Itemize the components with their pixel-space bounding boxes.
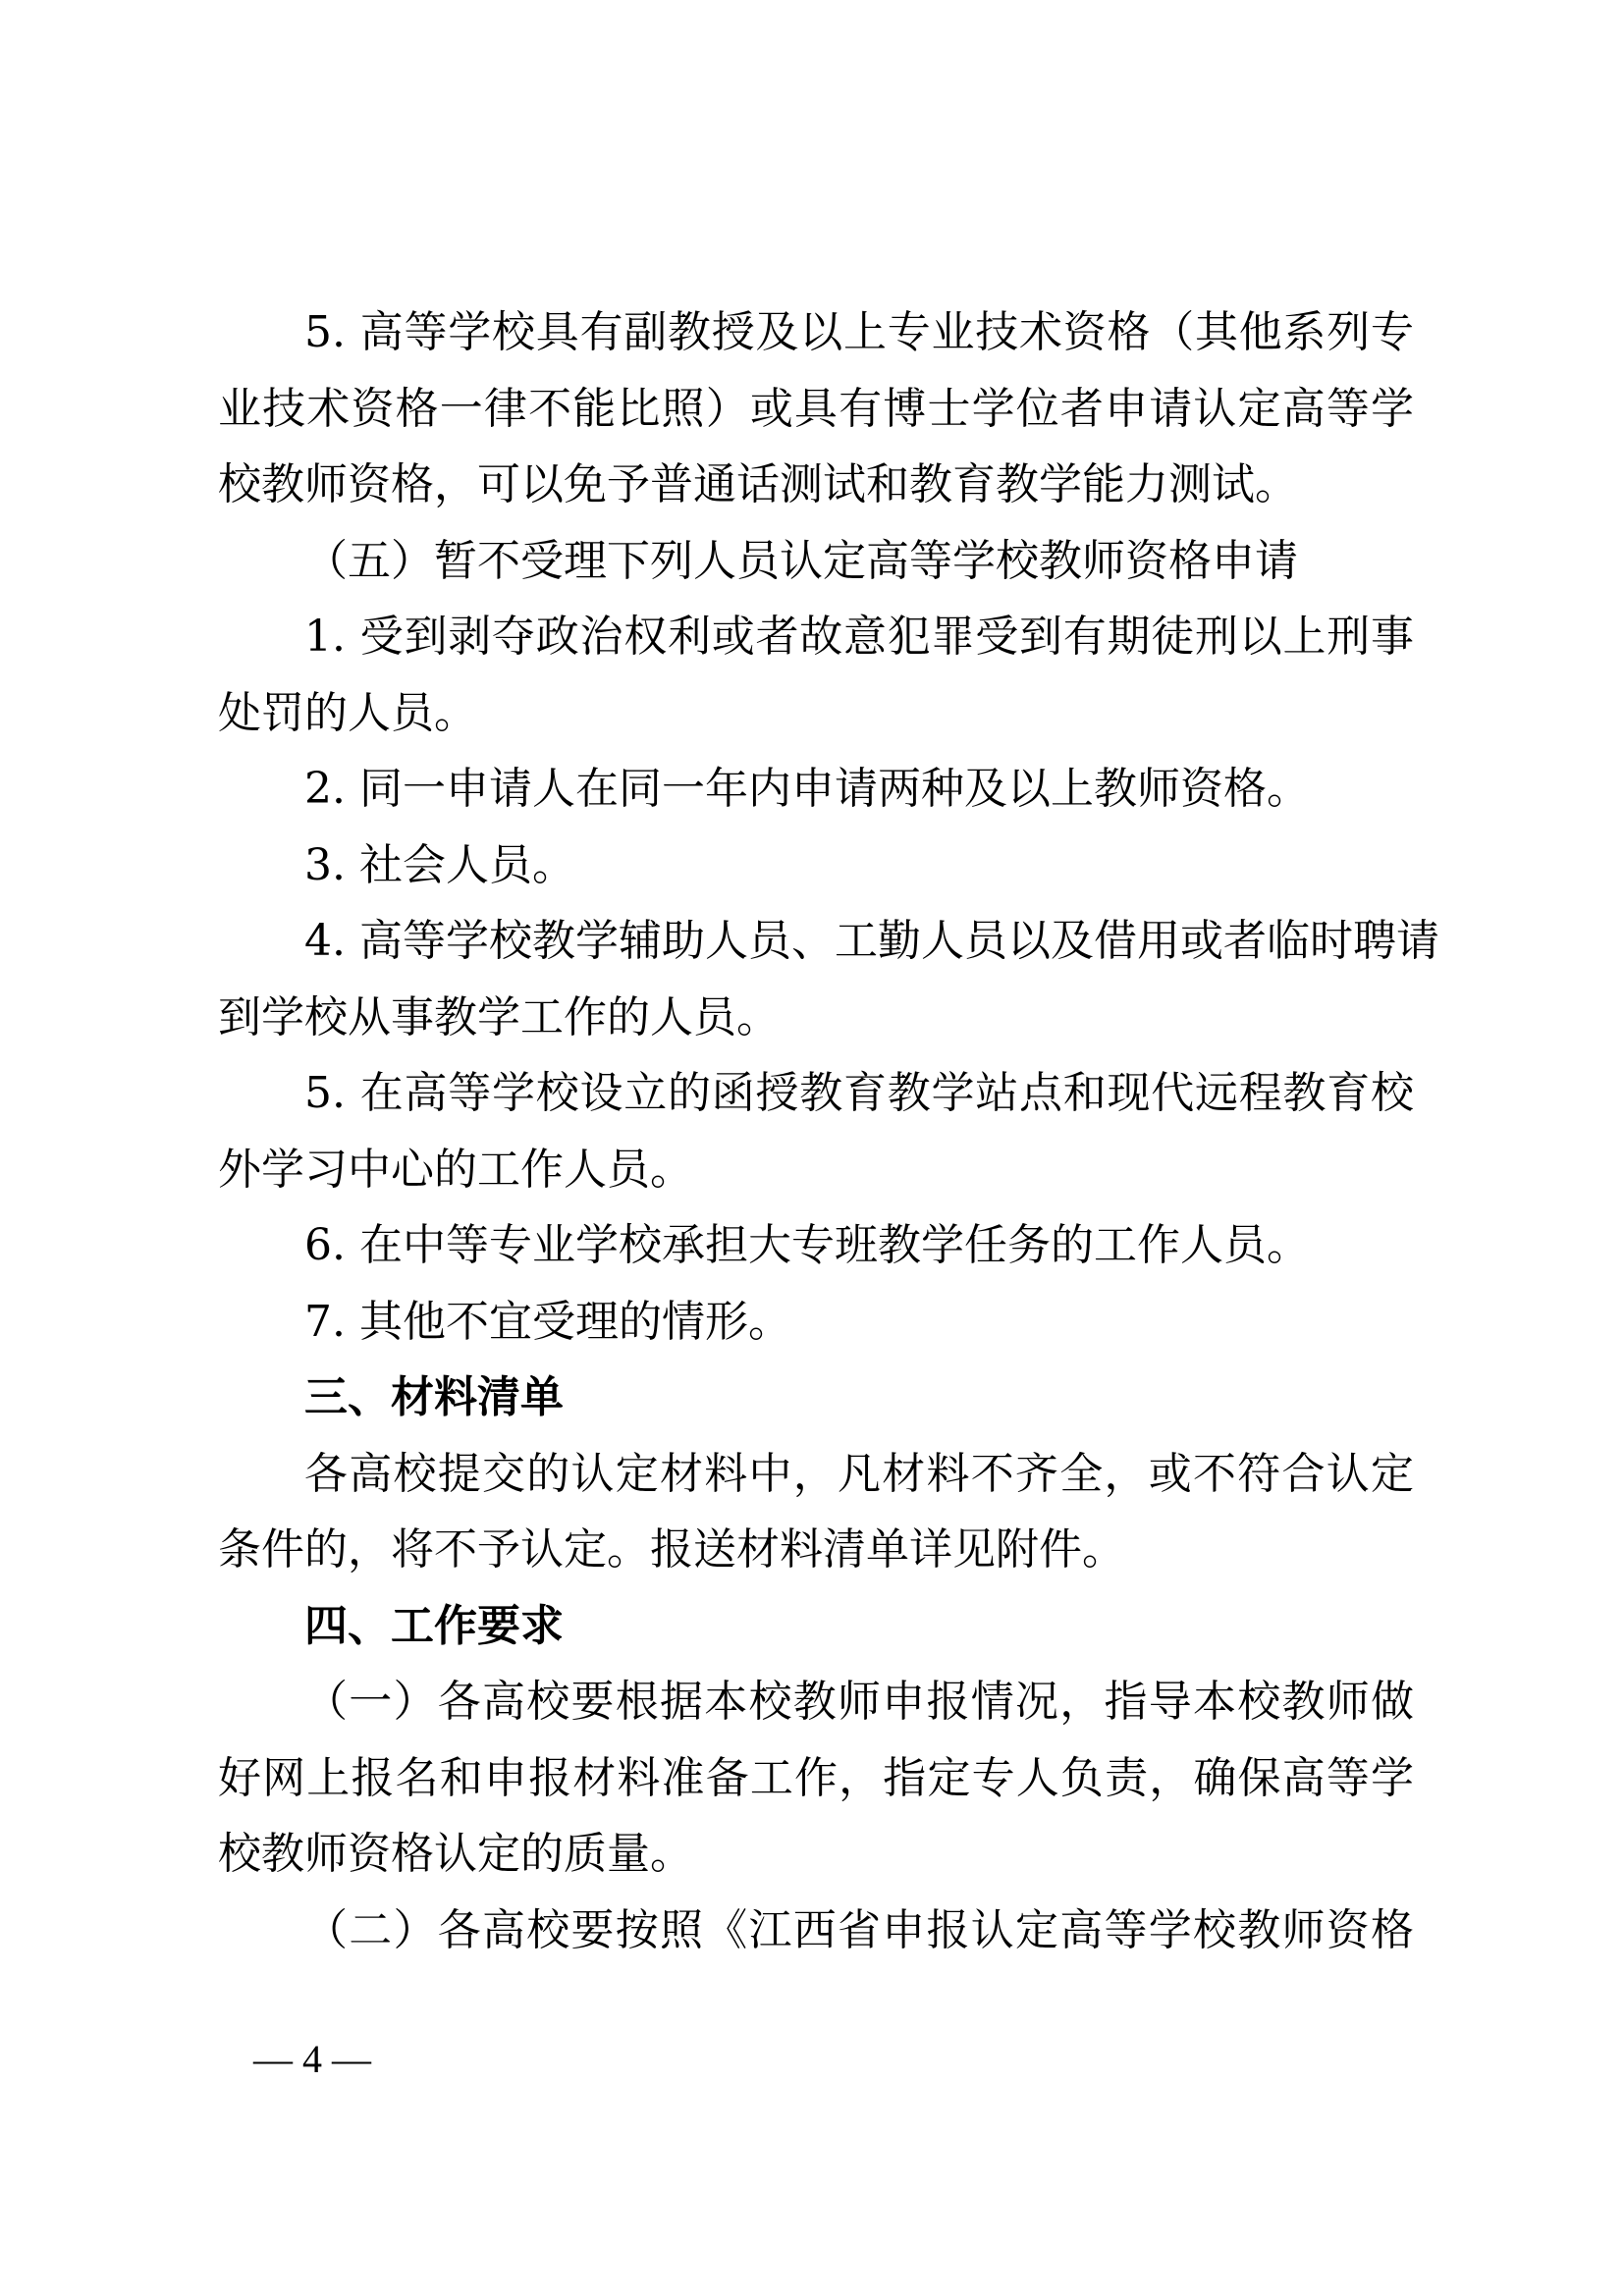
text-line: 6. 在中等专业学校承担大专班教学任务的工作人员。	[304, 1220, 1310, 1270]
text-line: （一）各高校要根据本校教师申报情况，指导本校教师做	[304, 1677, 1414, 1727]
page-number: — 4 —	[253, 2037, 371, 2081]
text-line: 业技术资格一律不能比照）或具有博士学位者申请认定高等学	[218, 383, 1414, 434]
text-line: 2. 同一申请人在同一年内申请两种及以上教师资格。	[304, 764, 1310, 814]
text-line: 条件的，将不予认定。报送材料清单详见附件。	[218, 1524, 1125, 1575]
document-body	[218, 294, 1439, 1968]
text-line: 校教师资格，可以免予普通话测试和教育教学能力测试。	[218, 459, 1298, 509]
text-line: 1. 受到剥夺政治权利或者故意犯罪受到有期徒刑以上刑事	[304, 612, 1414, 662]
text-line: 处罚的人员。	[218, 687, 477, 738]
section-subheading: （五）暂不受理下列人员认定高等学校教师资格申请	[304, 535, 1298, 586]
text-line: 各高校提交的认定材料中，凡材料不齐全，或不符合认定	[304, 1448, 1414, 1499]
text-line: 校教师资格认定的质量。	[218, 1829, 693, 1879]
text-line: 到学校从事教学工作的人员。	[218, 991, 780, 1042]
text-line: 好网上报名和申报材料准备工作，指定专人负责，确保高等学	[218, 1752, 1414, 1803]
text-line: （二）各高校要按照《江西省申报认定高等学校教师资格	[304, 1904, 1414, 1955]
text-line: 5. 高等学校具有副教授及以上专业技术资格（其他系列专	[304, 307, 1414, 357]
text-line: 外学习中心的工作人员。	[218, 1144, 693, 1195]
text-line: 7. 其他不宜受理的情形。	[304, 1296, 791, 1347]
text-line: 4. 高等学校教学辅助人员、工勤人员以及借用或者临时聘请	[304, 916, 1439, 966]
section-heading: 四、工作要求	[304, 1600, 564, 1651]
section-heading: 三、材料清单	[304, 1372, 564, 1422]
text-line: 3. 社会人员。	[304, 839, 575, 890]
text-line: 5. 在高等学校设立的函授教育教学站点和现代远程教育校	[304, 1068, 1414, 1118]
